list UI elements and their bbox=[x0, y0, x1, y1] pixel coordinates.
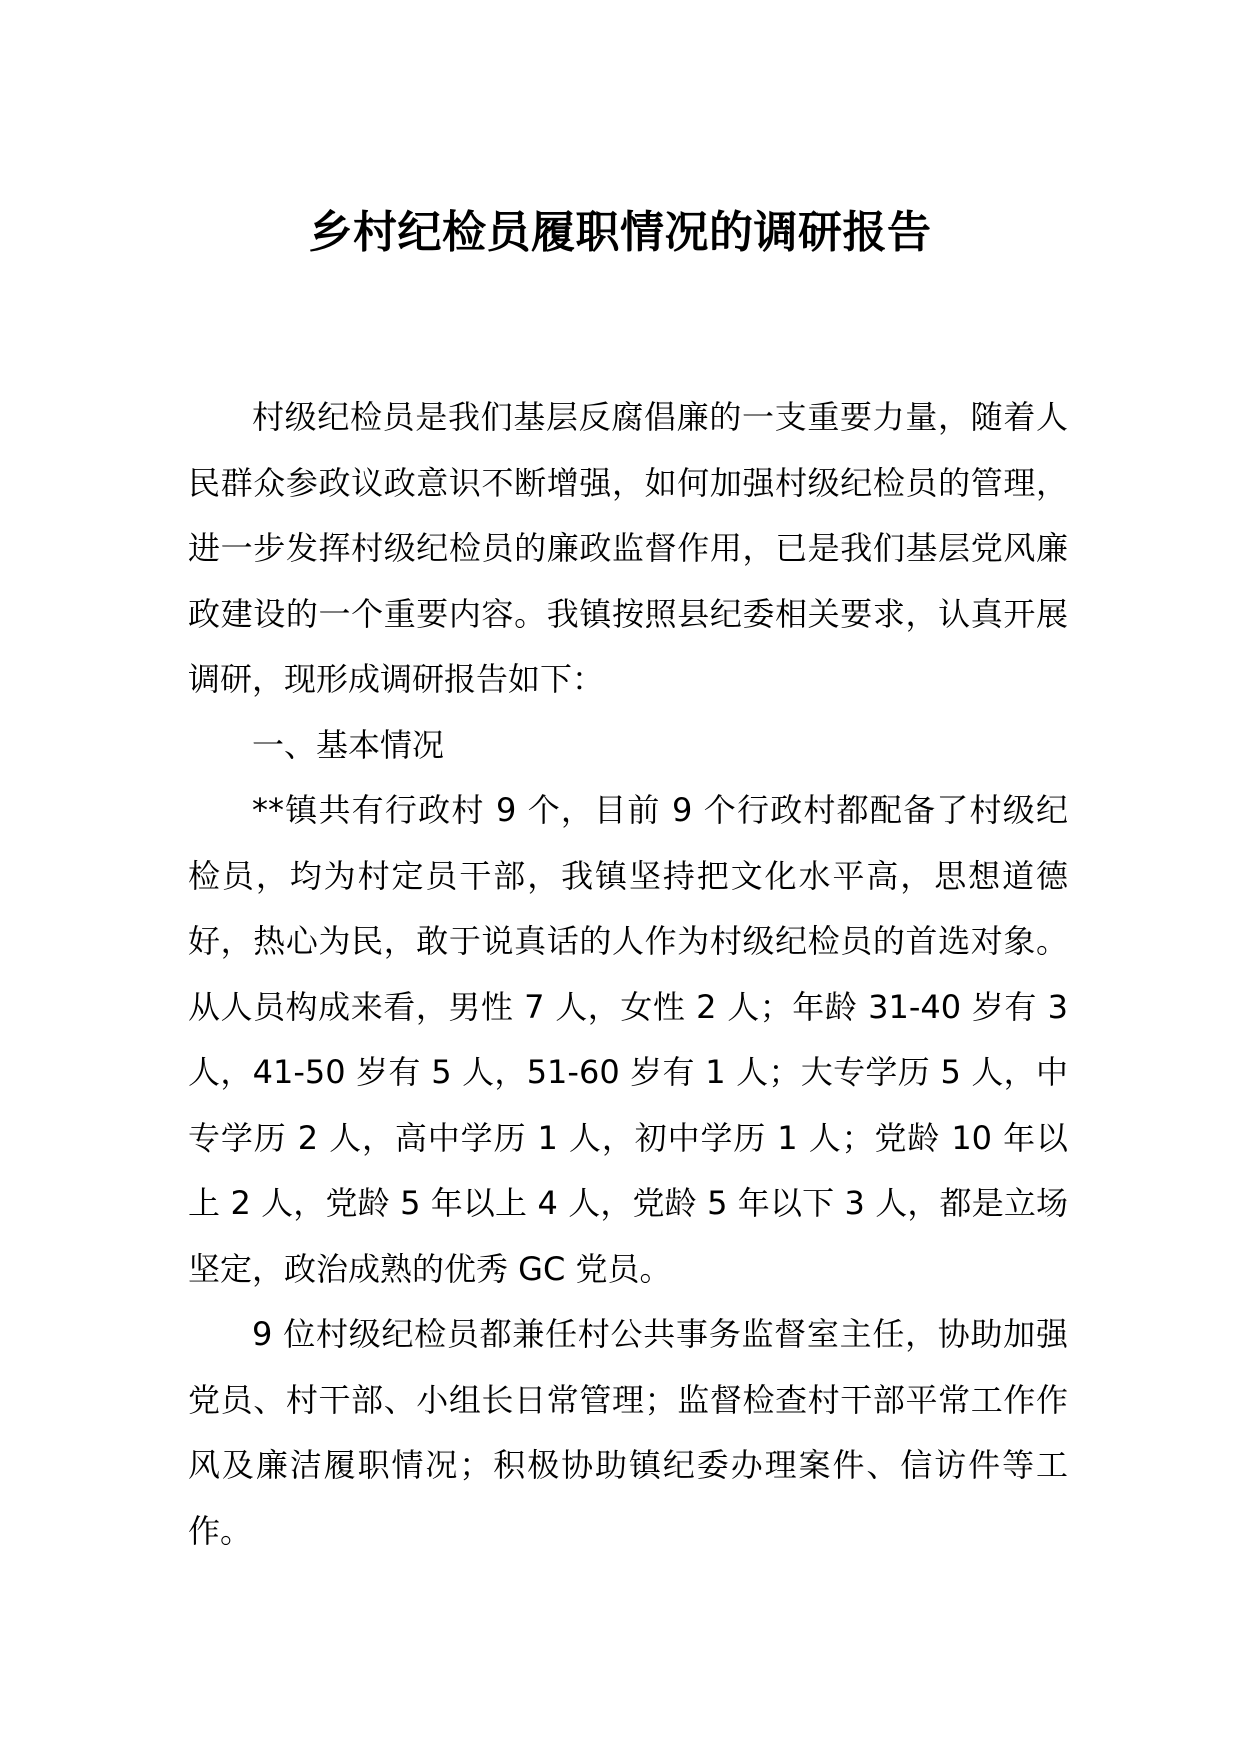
section-heading-basic-situation: 一、基本情况 bbox=[252, 725, 445, 764]
document-title: 乡村纪检员履职情况的调研报告 bbox=[308, 207, 932, 258]
basic-situation-paragraph: **镇共有行政村 9 个，目前 9 个行政村都配备了村级纪检员，均为村定员干部，我镇坚持把文化水平高，思想道德好，热心为民，敢于说真话的人作为村级纪检员的首选对象。从人员构成来看，男性 7 人，女性 2 人；年龄 31-40 岁有 3 人，41-50 岁有 5 人，51-60 岁有 1 人；大专学历 5 人，中专学历 2 人，高中学历 1 人，初中学历 1 人；党龄 10 年以上 2 人，党龄 5 年以上 4 人，党龄 5 年以下 3 人，都是立场坚定，政治成熟的优秀 GC 党员。 bbox=[188, 791, 1068, 1288]
document-body bbox=[188, 385, 1068, 1564]
duties-paragraph: 9 位村级纪检员都兼任村公共事务监督室主任，协助加强党员、村干部、小组长日常管理；监督检查村干部平常工作作风及廉洁履职情况；积极协助镇纪委办理案件、信访件等工作。 bbox=[188, 1315, 1068, 1550]
intro-paragraph: 村级纪检员是我们基层反腐倡廉的一支重要力量，随着人民群众参政议政意识不断增强，如何加强村级纪检员的管理，进一步发挥村级纪检员的廉政监督作用，已是我们基层党风廉政建设的一个重要内容。我镇按照县纪委相关要求，认真开展调研，现形成调研报告如下： bbox=[188, 398, 1068, 698]
